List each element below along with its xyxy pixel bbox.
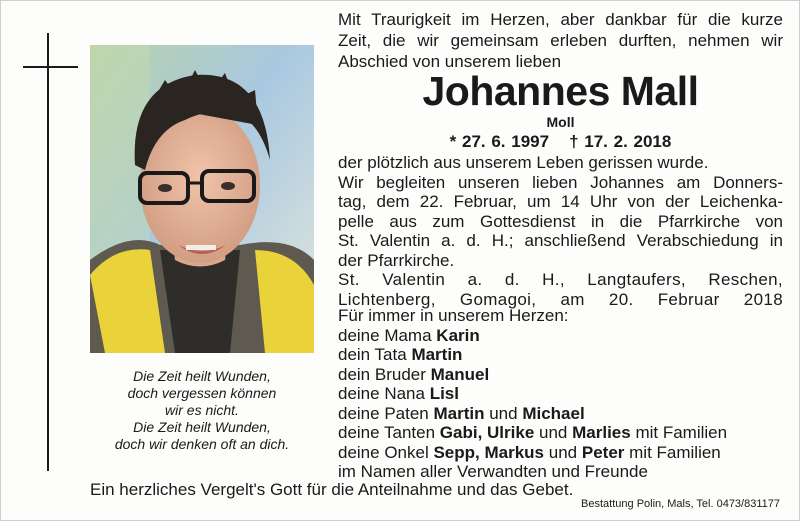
death-date: † 17. 2. 2018 xyxy=(569,132,672,151)
quote-line: wir es nicht. xyxy=(165,402,239,418)
body-line: der plötzlich aus unserem Leben gerissen wurde. xyxy=(338,153,709,172)
body-line: St. Valentin a. d. H.; anschließend Verabschiedung in xyxy=(338,231,783,250)
quote-line: doch vergessen können xyxy=(127,385,277,401)
conjunction: und xyxy=(489,403,518,423)
relation-label: deine Tanten xyxy=(338,423,436,442)
intro-line: Zeit, die wir gemeinsam erleben durften, nehmen wir xyxy=(338,31,783,50)
mourner-tata xyxy=(338,345,783,365)
mourner-paten xyxy=(338,404,783,424)
birth-date: * 27. 6. 1997 xyxy=(449,132,550,151)
mourner-name: Martin xyxy=(411,345,463,364)
mourners-list xyxy=(338,306,783,482)
relation-label: deine Onkel xyxy=(338,442,429,462)
cross-icon xyxy=(47,33,49,471)
intro-line: Abschied von unserem lieben xyxy=(338,52,562,71)
mourner-onkel xyxy=(338,443,783,463)
mourner-name: Michael xyxy=(522,403,585,423)
intro-line: Mit Traurigkeit im Herzen, aber dankbar für die kurze xyxy=(338,10,783,29)
deceased-nickname: Moll xyxy=(546,114,575,130)
mourner-name: Lisl xyxy=(429,384,459,403)
relation-suffix: mit Familien xyxy=(635,423,728,442)
relation-label: deine Mama xyxy=(338,325,432,345)
quote-line: Die Zeit heilt Wunden, xyxy=(133,368,271,384)
mourners-heading: Für immer in unserem Herzen: xyxy=(338,306,569,325)
announcement-text xyxy=(338,153,783,309)
funeral-home-imprint: Bestattung Polin, Mals, Tel. 0473/831177 xyxy=(581,498,780,510)
mourners-closing: im Namen aller Verwandten und Freunde xyxy=(338,462,648,481)
mourner-name: Martin xyxy=(433,403,485,423)
mourner-name: Gabi, Ulrike xyxy=(439,423,535,442)
body-line: der Pfarrkirche. xyxy=(338,250,455,270)
intro-text xyxy=(338,9,783,72)
mourner-name: Sepp, Markus xyxy=(433,442,545,462)
quote-line: doch wir denken oft an dich. xyxy=(114,436,290,452)
body-line: Wir begleiten unseren lieben Johannes am Donners- xyxy=(338,172,783,192)
portrait-photo xyxy=(90,45,314,353)
relation-label: deine Paten xyxy=(338,403,429,423)
deceased-name: Johannes Mall xyxy=(422,68,699,114)
conjunction: und xyxy=(548,442,578,462)
cross-icon-bar xyxy=(23,66,78,68)
mourner-name: Peter xyxy=(581,442,625,462)
mourner-name: Manuel xyxy=(430,364,490,384)
mourner-name: Marlies xyxy=(572,423,631,442)
mourner-mama xyxy=(338,326,783,346)
memorial-quote xyxy=(90,368,314,453)
mourner-name: Karin xyxy=(436,325,480,345)
relation-label: dein Bruder xyxy=(338,364,426,384)
relation-suffix: mit Familien xyxy=(629,442,721,462)
conjunction: und xyxy=(539,423,568,442)
place-date-line: St. Valentin a. d. H., Langtaufers, Reschen, xyxy=(338,270,783,289)
mourner-tanten xyxy=(338,423,783,443)
body-line: pelle aus zum Gottesdienst in die Pfarrkirche von xyxy=(338,211,783,231)
relation-label: dein Tata xyxy=(338,345,407,364)
relation-label: deine Nana xyxy=(338,384,425,403)
thanks-line: Ein herzliches Vergelt's Gott für die Anteilnahme und das Gebet. xyxy=(90,480,574,499)
mourner-bruder xyxy=(338,365,783,385)
quote-line: Die Zeit heilt Wunden, xyxy=(133,419,271,435)
body-line: tag, dem 22. Februar, um 14 Uhr von der Leichenka- xyxy=(338,192,783,211)
life-dates xyxy=(338,131,783,152)
mourner-nana xyxy=(338,384,783,404)
place-date-line: Lichtenberg, Gomagoi, am 20. Februar 2018 xyxy=(338,289,783,309)
portrait-illustration xyxy=(90,45,314,353)
